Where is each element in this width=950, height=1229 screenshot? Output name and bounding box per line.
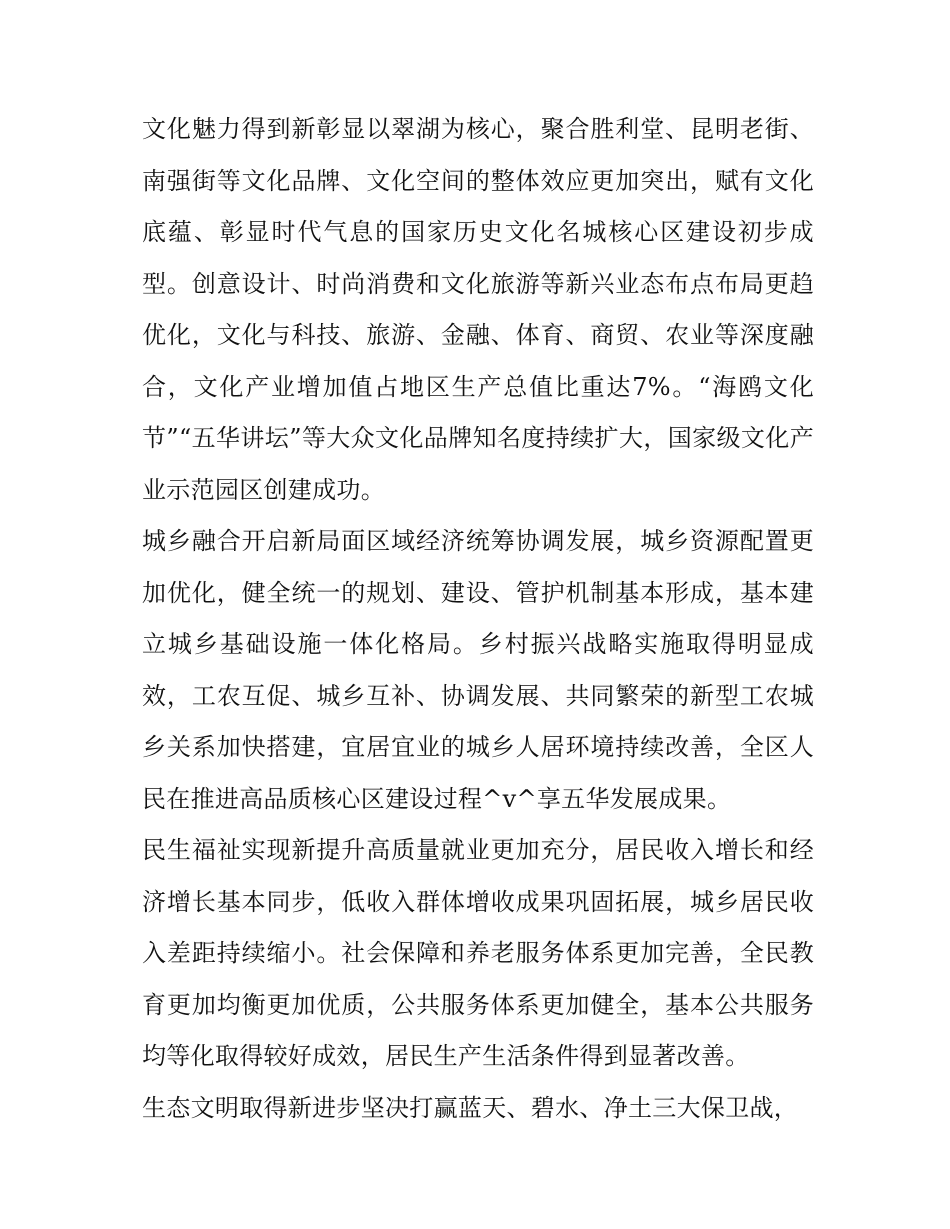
paragraph-ecology: 生态文明取得新进步坚决打赢蓝天、碧水、净土三大保卫战， — [142, 1093, 799, 1122]
paragraph-culture: 文化魅力得到新彰显以翠湖为核心，聚合胜利堂、昆明老街、南强街等文化品牌、文化空间的整体效应更加突出，赋有文化底蕴、彰显时代气息的国家历史文化名城核心区建设初步成型。创意设计、时尚消费和文化旅游等新兴业态布点布局更趋优化，文化与科技、旅游、金融、体育、商贸、农业等深度融合，文化产业增加值占地区生产总值比重达7%。“海鸥文化节”“五华讲坛”等大众文化品牌知名度持续扩大，国家级文化产业示范园区创建成功。 — [142, 115, 814, 504]
document-body — [142, 104, 814, 1134]
paragraph-urban-rural: 城乡融合开启新局面区域经济统筹协调发展，城乡资源配置更加优化，健全统一的规划、建设、管护机制基本形成，基本建立城乡基础设施一体化格局。乡村振兴战略实施取得明显成效，工农互促、城乡互补、协调发展、共同繁荣的新型工农城乡关系加快搭建，宜居宜业的城乡人居环境持续改善，全区人民在推进高品质核心区建设过程^v^享五华发展成果。 — [142, 527, 814, 813]
paragraph-livelihood: 民生福祉实现新提升高质量就业更加充分，居民收入增长和经济增长基本同步，低收入群体增收成果巩固拓展，城乡居民收入差距持续缩小。社会保障和养老服务体系更加完善，全民教育更加均衡更加优质，公共服务体系更加健全，基本公共服务均等化取得较好成效，居民生产生活条件得到显著改善。 — [142, 836, 814, 1070]
